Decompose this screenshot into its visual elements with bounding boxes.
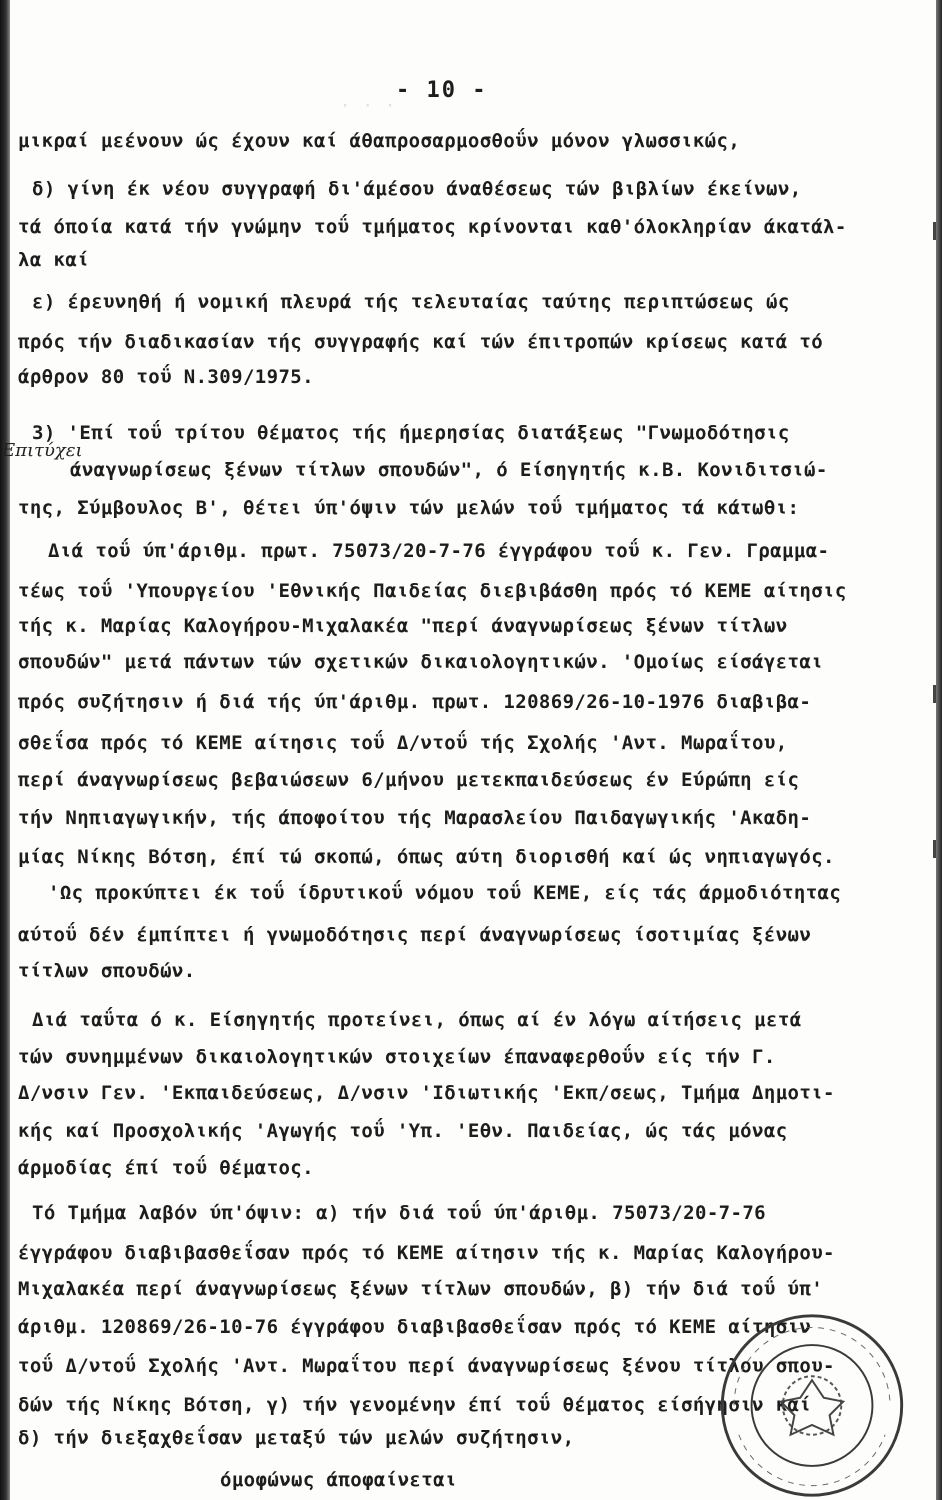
handwritten-note: Επιτύχει [2,440,83,461]
text-line: 3) 'Επί τοΰ τρίτου θέματος τής ήμερησίας διατάξεως "Γνωμοδότησις [32,422,790,444]
text-line: αύτοΰ δέν έμπίπτει ή γνωμοδότησις περί άναγνωρίσεως ίσοτιμίας ξένων [18,924,812,946]
text-line: λα καί [18,249,90,271]
text-line: δ) γίνη έκ νέου συγγραφή δι'άμέσου άναθέσεως τών βιβλίων έκείνων, [32,178,802,200]
text-line: άναγνωρίσεως ξένων τίτλων σπουδών", ό Είσηγητής κ.Β. Κονιδιτσιώ- [70,459,828,481]
text-line: δών τής Νίκης Βότση, γ) τήν γενομένην έπί τοΰ θέματος είσήγησιν καί [18,1394,812,1416]
text-line: τίτλων σπουδών. [18,960,196,982]
text-line: Δ/νσιν Γεν. 'Εκπαιδεύσεως, Δ/νσιν 'Ιδιωτικής 'Εκπ/σεως, Τμήμα Δημοτι- [18,1082,835,1104]
text-line: άρθρον 80 τοΰ Ν.309/1975. [18,366,314,388]
text-line: σθεΐσα πρός τό ΚΕΜΕ αίτησις τοΰ Δ/ντοΰ τής Σχολής 'Αντ. Μωραΐτου, [18,732,788,754]
page-number: - 10 - [396,78,488,103]
text-line: περί άναγνωρίσεως βεβαιώσεων 6/μήνου μετεκπαιδεύσεως έν Εύρώπη είς [18,769,800,791]
text-line: πρός συζήτησιν ή διά τής ύπ'άριθμ. πρωτ. 120869/26-10-1976 διαβιβα- [18,691,812,713]
text-line: όμοφώνως άποφαίνεται [220,1469,457,1491]
bleed-through-mark: · · · [340,96,397,116]
official-seal-stamp [712,1308,912,1500]
text-line: Τό Τμήμα λαβόν ύπ'όψιν: α) τήν διά τοΰ ύπ'άριθμ. 75073/20-7-76 [32,1202,767,1224]
text-line: Διά τοΰ ύπ'άριθμ. πρωτ. 75073/20-7-76 έγγράφου τοΰ κ. Γεν. Γραμμα- [48,540,830,562]
seal-icon [712,1308,912,1500]
text-line: μικραί μεένουν ώς έχουν καί άθαπροσαρμοσθοΰν μόνον γλωσσικώς, [18,130,741,152]
scan-right-edge [936,0,942,1500]
text-line: τήν Νηπιαγωγικήν, τής άποφοίτου τής Μαρασλείου Παιδαγωγικής 'Ακαδη- [18,807,812,829]
text-line: κής καί Προσχολικής 'Αγωγής τοΰ 'Υπ. 'Εθν. Παιδείας, ώς τάς μόνας [18,1120,788,1142]
text-line: τέως τοΰ 'Υπουργείου 'Εθνικής Παιδείας διεβιβάσθη πρός τό ΚΕΜΕ αίτησις [18,580,847,602]
text-line: τοΰ Δ/ντοΰ Σχολής 'Αντ. Μωραΐτου περί άναγνωρίσεως ξένου τίτλου σπου- [18,1355,835,1377]
text-line: τών συνημμένων δικαιολογητικών στοιχείων έπαναφερθοΰν είς τήν Γ. [18,1046,776,1068]
text-line: Μιχαλακέα περί άναγνωρίσεως ξένων τίτλων σπουδών, β) τήν διά τοΰ ύπ' [18,1278,824,1300]
margin-mark [933,222,936,240]
text-line: ε) έρευνηθή ή νομική πλευρά τής τελευταίας ταύτης περιπτώσεως ώς [32,291,790,313]
text-line: άρμοδίας έπί τοΰ θέματος. [18,1157,314,1179]
text-line: άριθμ. 120869/26-10-76 έγγράφου διαβιβασθεΐσαν πρός τό ΚΕΜΕ αίτησιν [18,1316,812,1338]
scan-left-edge [0,0,10,1500]
text-line: της, Σύμβουλος Β', θέτει ύπ'όψιν τών μελών τοΰ τμήματος τά κάτωθι: [18,497,800,519]
text-line: Διά ταΰτα ό κ. Είσηγητής προτείνει, όπως αί έν λόγω αίτήσεις μετά [32,1009,802,1031]
text-line: σπουδών" μετά πάντων τών σχετικών δικαιολογητικών. 'Ομοίως είσάγεται [18,651,824,673]
text-line: πρός τήν διαδικασίαν τής συγγραφής καί τών έπιτροπών κρίσεως κατά τό [18,331,824,353]
margin-mark [933,840,936,858]
text-line: δ) τήν διεξαχθεΐσαν μεταξύ τών μελών συζήτησιν, [18,1427,575,1449]
text-line: έγγράφου διαβιβασθεΐσαν πρός τό ΚΕΜΕ αίτησιν τής κ. Μαρίας Καλογήρου- [18,1242,835,1264]
text-line: τά όποία κατά τήν γνώμην τοΰ τμήματος κρίνονται καθ'όλοκληρίαν άκατάλ- [18,216,847,238]
margin-mark [933,685,936,703]
text-line: τής κ. Μαρίας Καλογήρου-Μιχαλακέα "περί άναγνωρίσεως ξένων τίτλων [18,615,788,637]
text-line: 'Ως προκύπτει έκ τοΰ ίδρυτικοΰ νόμου τοΰ ΚΕΜΕ, είς τάς άρμοδιότητας [48,882,842,904]
text-line: μίας Νίκης Βότση, έπί τώ σκοπώ, όπως αύτη διορισθή καί ώς νηπιαγωγός. [18,846,835,868]
